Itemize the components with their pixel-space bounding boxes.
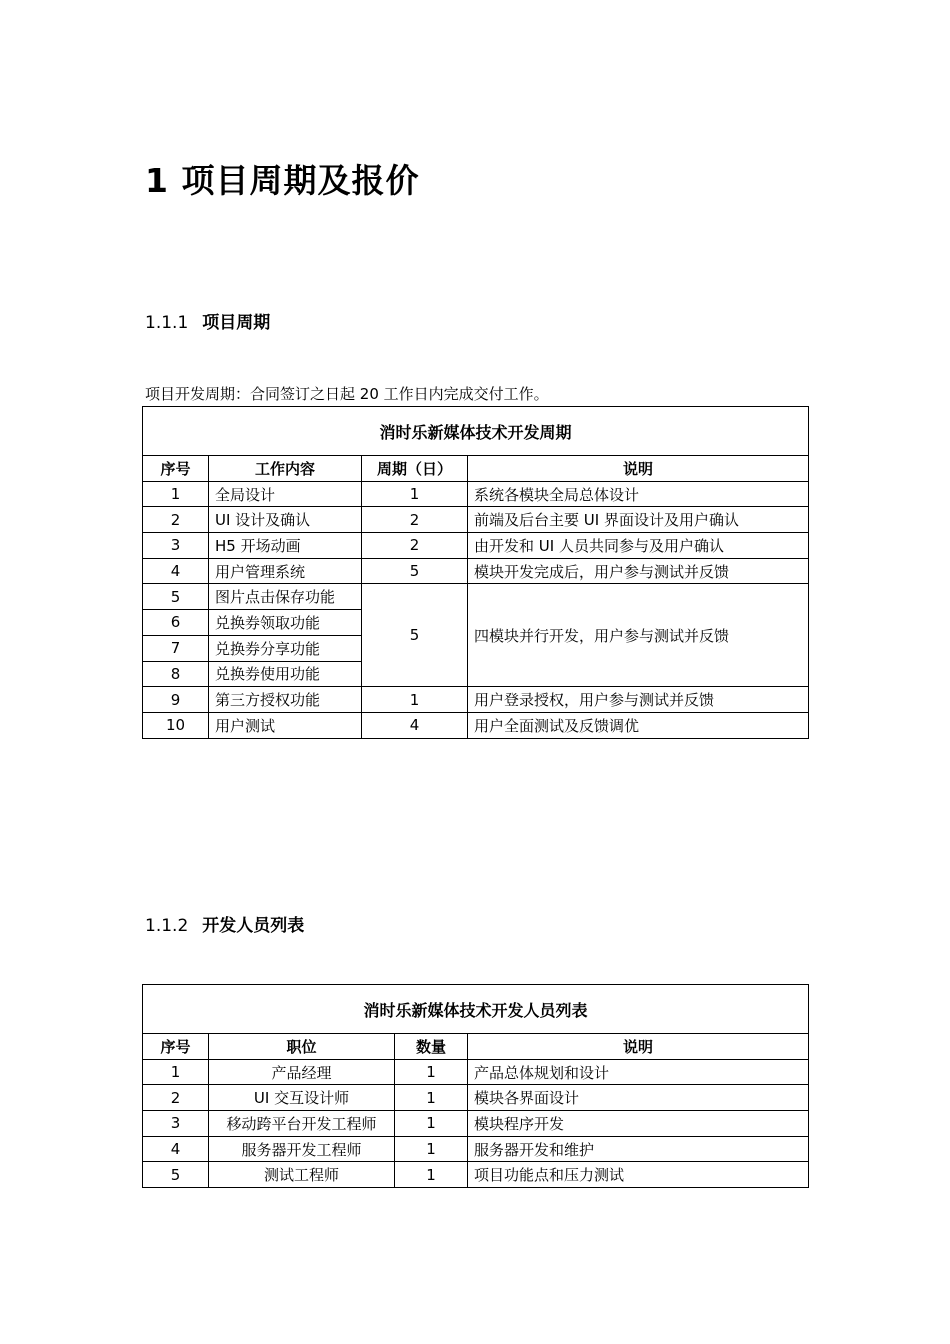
cell-no: 3 (143, 533, 209, 559)
column-header: 说明 (468, 456, 809, 482)
cell-no: 2 (143, 507, 209, 533)
section-number: 1.1.2 (145, 916, 189, 936)
cell-desc: 项目功能点和压力测试 (468, 1162, 809, 1188)
cell-days: 2 (362, 507, 468, 533)
table-row (143, 533, 809, 559)
cell-days-merged: 5 (362, 584, 468, 687)
cell-count: 1 (395, 1085, 468, 1111)
cell-no: 2 (143, 1085, 209, 1111)
table-row (143, 1085, 809, 1111)
staff-table (142, 984, 809, 1188)
cell-days: 2 (362, 533, 468, 559)
cell-no: 9 (143, 687, 209, 713)
schedule-table (142, 406, 809, 739)
intro-paragraph: 项目开发周期：合同签订之日起 20 工作日内完成交付工作。 (145, 385, 549, 403)
cell-no: 1 (143, 481, 209, 507)
cell-no: 4 (143, 1136, 209, 1162)
cell-no: 1 (143, 1059, 209, 1085)
table-row (143, 481, 809, 507)
table-row (143, 507, 809, 533)
cell-role: UI 交互设计师 (209, 1085, 395, 1111)
cell-task: 第三方授权功能 (209, 687, 362, 713)
section-title: 项目周期 (202, 313, 271, 333)
cell-days: 5 (362, 558, 468, 584)
column-header: 说明 (468, 1034, 809, 1060)
table-row (143, 584, 809, 610)
cell-desc: 用户登录授权，用户参与测试并反馈 (468, 687, 809, 713)
cell-no: 5 (143, 584, 209, 610)
column-header: 工作内容 (209, 456, 362, 482)
table-row (143, 687, 809, 713)
cell-task: 用户管理系统 (209, 558, 362, 584)
cell-task: UI 设计及确认 (209, 507, 362, 533)
cell-count: 1 (395, 1162, 468, 1188)
section-heading-cycle (145, 308, 270, 333)
section-heading-staff (145, 911, 304, 936)
column-header: 周期（日） (362, 456, 468, 482)
page-heading (145, 155, 419, 202)
cell-desc: 模块程序开发 (468, 1111, 809, 1137)
cell-days: 1 (362, 687, 468, 713)
cell-role: 产品经理 (209, 1059, 395, 1085)
table-header-row (143, 1034, 809, 1060)
cell-days: 4 (362, 712, 468, 738)
cell-task: 图片点击保存功能 (209, 584, 362, 610)
cell-no: 7 (143, 635, 209, 661)
cell-desc: 前端及后台主要 UI 界面设计及用户确认 (468, 507, 809, 533)
cell-desc: 系统各模块全局总体设计 (468, 481, 809, 507)
cell-desc: 服务器开发和维护 (468, 1136, 809, 1162)
heading-number: 1 (145, 161, 169, 200)
cell-no: 6 (143, 610, 209, 636)
cell-task: 兑换券领取功能 (209, 610, 362, 636)
column-header: 序号 (143, 456, 209, 482)
cell-no: 3 (143, 1111, 209, 1137)
cell-no: 4 (143, 558, 209, 584)
cell-desc: 模块开发完成后，用户参与测试并反馈 (468, 558, 809, 584)
section-number: 1.1.1 (145, 313, 189, 333)
column-header: 职位 (209, 1034, 395, 1060)
cell-no: 8 (143, 661, 209, 687)
table-row (143, 558, 809, 584)
cell-task: 用户测试 (209, 712, 362, 738)
cell-role: 测试工程师 (209, 1162, 395, 1188)
cell-desc: 由开发和 UI 人员共同参与及用户确认 (468, 533, 809, 559)
cell-task: 兑换券使用功能 (209, 661, 362, 687)
cell-desc: 模块各界面设计 (468, 1085, 809, 1111)
cell-role: 移动跨平台开发工程师 (209, 1111, 395, 1137)
table-row (143, 1111, 809, 1137)
cell-role: 服务器开发工程师 (209, 1136, 395, 1162)
cell-count: 1 (395, 1136, 468, 1162)
cell-count: 1 (395, 1111, 468, 1137)
table-row (143, 1059, 809, 1085)
column-header: 数量 (395, 1034, 468, 1060)
table-title: 消时乐新媒体技术开发周期 (143, 407, 809, 456)
column-header: 序号 (143, 1034, 209, 1060)
table-row (143, 1136, 809, 1162)
cell-no: 5 (143, 1162, 209, 1188)
cell-count: 1 (395, 1059, 468, 1085)
table-row (143, 1162, 809, 1188)
cell-no: 10 (143, 712, 209, 738)
cell-desc: 产品总体规划和设计 (468, 1059, 809, 1085)
table-title: 消时乐新媒体技术开发人员列表 (143, 985, 809, 1034)
cell-task: 兑换券分享功能 (209, 635, 362, 661)
cell-task: H5 开场动画 (209, 533, 362, 559)
heading-title: 项目周期及报价 (181, 161, 420, 200)
cell-task: 全局设计 (209, 481, 362, 507)
cell-desc-merged: 四模块并行开发，用户参与测试并反馈 (468, 584, 809, 687)
cell-days: 1 (362, 481, 468, 507)
table-row (143, 712, 809, 738)
table-header-row (143, 456, 809, 482)
cell-desc: 用户全面测试及反馈调优 (468, 712, 809, 738)
section-title: 开发人员列表 (202, 916, 305, 936)
